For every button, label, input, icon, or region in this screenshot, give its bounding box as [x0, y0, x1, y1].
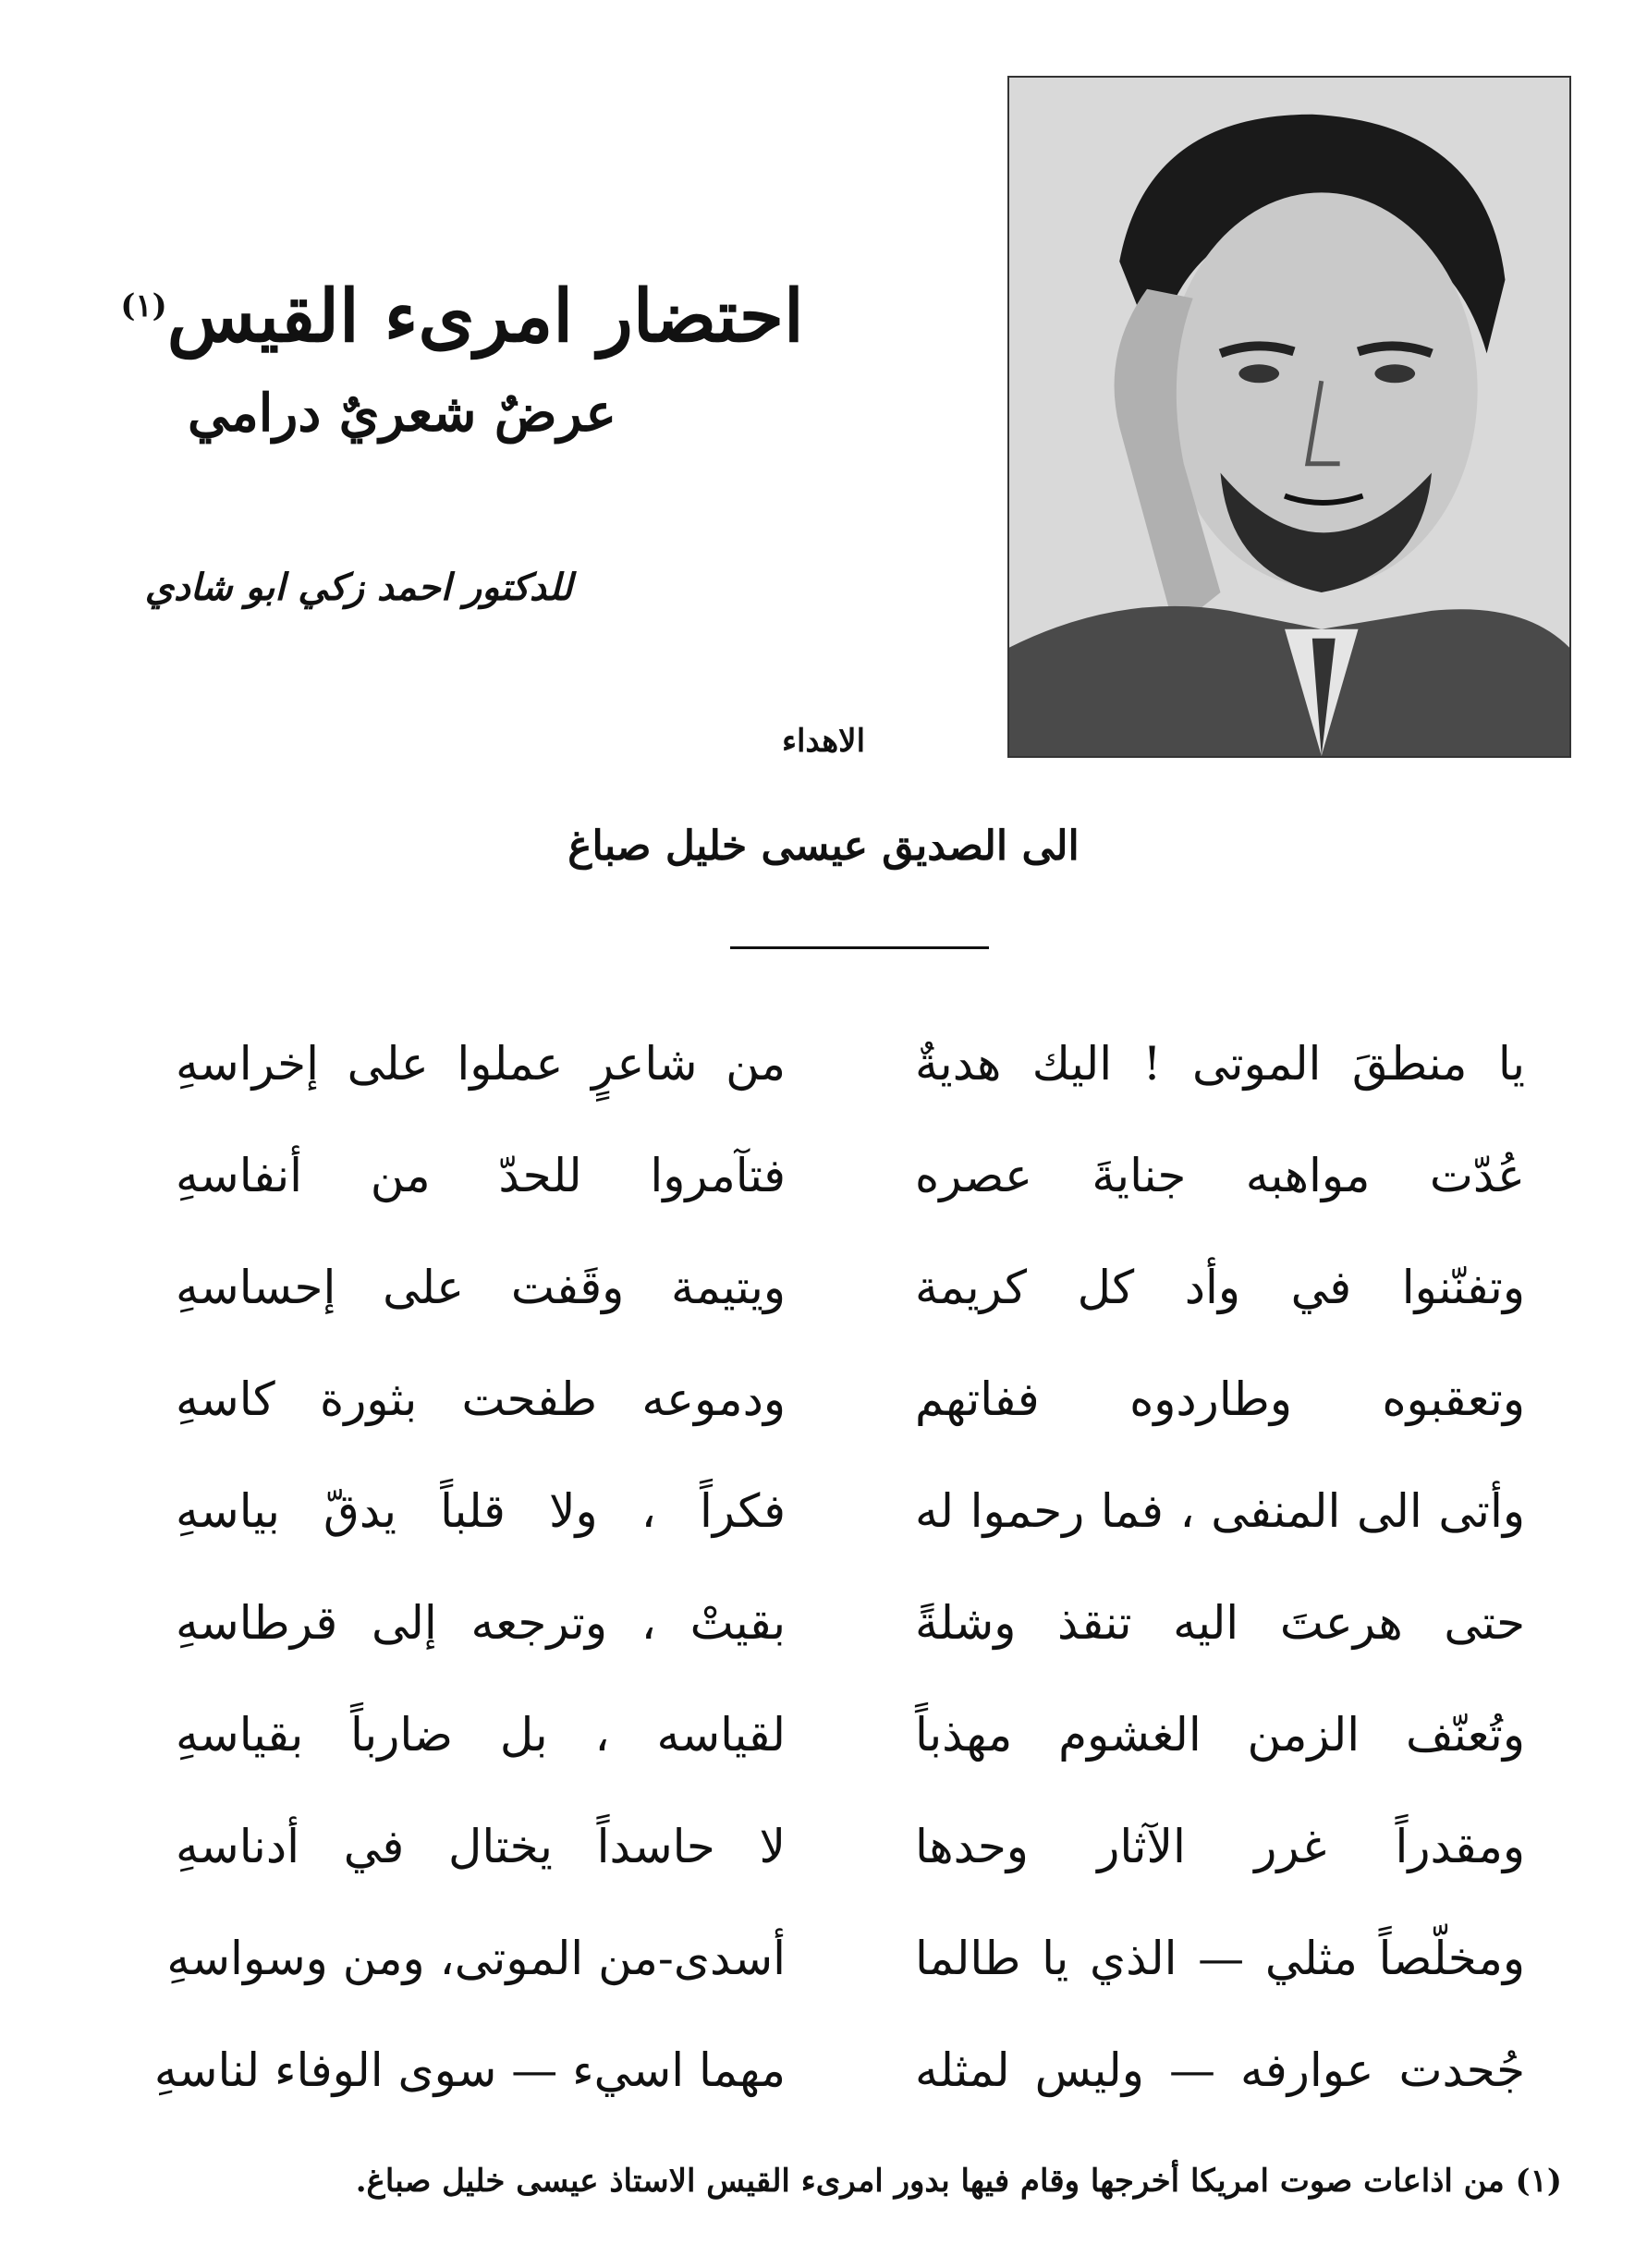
- verse-2: [176, 1119, 1525, 1231]
- verse-3: [176, 1231, 1525, 1343]
- portrait-image: [1009, 78, 1569, 756]
- author-byline: للدكتور احمد زكي ابو شادي: [144, 566, 573, 609]
- verse-2-second-hemistich: فتآمروا للحدّ من أنفاسهِ: [176, 1148, 786, 1202]
- article-title: [92, 274, 832, 359]
- verse-6: [176, 1567, 1525, 1678]
- verse-9-first-hemistich: ومخلّصاً مثلي — الذي يا طالما: [915, 1931, 1525, 1985]
- verse-10: [153, 2014, 1525, 2126]
- verse-6-first-hemistich: حتى هرعتَ اليه تنقذ وشلةً: [915, 1595, 1525, 1650]
- verse-2-first-hemistich: عُدّت مواهبه جنايةَ عصره: [915, 1148, 1525, 1202]
- article-subtitle: عرضٌ شعريٌ درامي: [188, 382, 616, 444]
- verse-4-second-hemistich: ودموعه طفحت بثورة كاسهِ: [176, 1372, 786, 1426]
- verse-3-second-hemistich: ويتيمة وقَفت على إحساسهِ: [176, 1260, 786, 1314]
- verse-7: [176, 1678, 1525, 1790]
- verse-7-first-hemistich: وتُعنّف الزمن الغشوم مهذباً: [915, 1707, 1525, 1762]
- verse-7-second-hemistich: لقياسه ، بل ضارباً بقياسهِ: [176, 1707, 786, 1762]
- dedication-text: الى الصديق عيسى خليل صباغ: [567, 823, 1080, 870]
- verse-8-second-hemistich: لا حاسداً يختال في أدناسهِ: [176, 1819, 786, 1873]
- dedication-label: الاهداء: [781, 723, 866, 760]
- verse-9-second-hemistich: أسدى-من الموتى، ومن وسواسهِ: [166, 1931, 786, 1985]
- verse-10-first-hemistich: جُحدت عوارفه — وليس لمثله: [915, 2042, 1525, 2097]
- verse-8: [176, 1790, 1525, 1902]
- verse-10-second-hemistich: مهما اسيء — سوى الوفاء لناسهِ: [153, 2042, 786, 2097]
- verse-8-first-hemistich: ومقدراً غرر الآثار وحدها: [915, 1819, 1525, 1873]
- verse-9: [166, 1902, 1525, 2014]
- title-block: [92, 274, 832, 444]
- verse-5: [176, 1455, 1525, 1567]
- verse-5-first-hemistich: وأتى الى المنفى ، فما رحموا له: [915, 1483, 1525, 1538]
- verse-6-second-hemistich: بقيتْ ، وترجعه إلى قرطاسهِ: [176, 1595, 786, 1650]
- footnote: (١) من اذاعات صوت امريكا أخرجها وقام فيها بدور امرىء القيس الاستاذ عيسى خليل صباغ.: [355, 2163, 1562, 2200]
- verse-1-second-hemistich: من شاعرٍ عملوا على إخراسهِ: [176, 1036, 786, 1091]
- verse-1-first-hemistich: يا منطقَ الموتى ! اليك هديةٌ: [915, 1036, 1525, 1091]
- title-footnote-marker: (١): [120, 287, 167, 324]
- verse-1: [176, 1007, 1525, 1119]
- verse-5-second-hemistich: فكراً ، ولا قلباً يدقّ بياسهِ: [176, 1483, 786, 1538]
- verse-4: [176, 1343, 1525, 1455]
- divider: [730, 946, 989, 949]
- title-text: احتضار امرىء القيس: [166, 274, 804, 359]
- verse-3-first-hemistich: وتفنّنوا في وأد كل كريمة: [915, 1260, 1525, 1314]
- author-photo: [1007, 76, 1571, 758]
- verse-4-first-hemistich: وتعقبوه وطاردوه ففاتهم: [915, 1372, 1525, 1426]
- poem: [153, 1007, 1525, 2126]
